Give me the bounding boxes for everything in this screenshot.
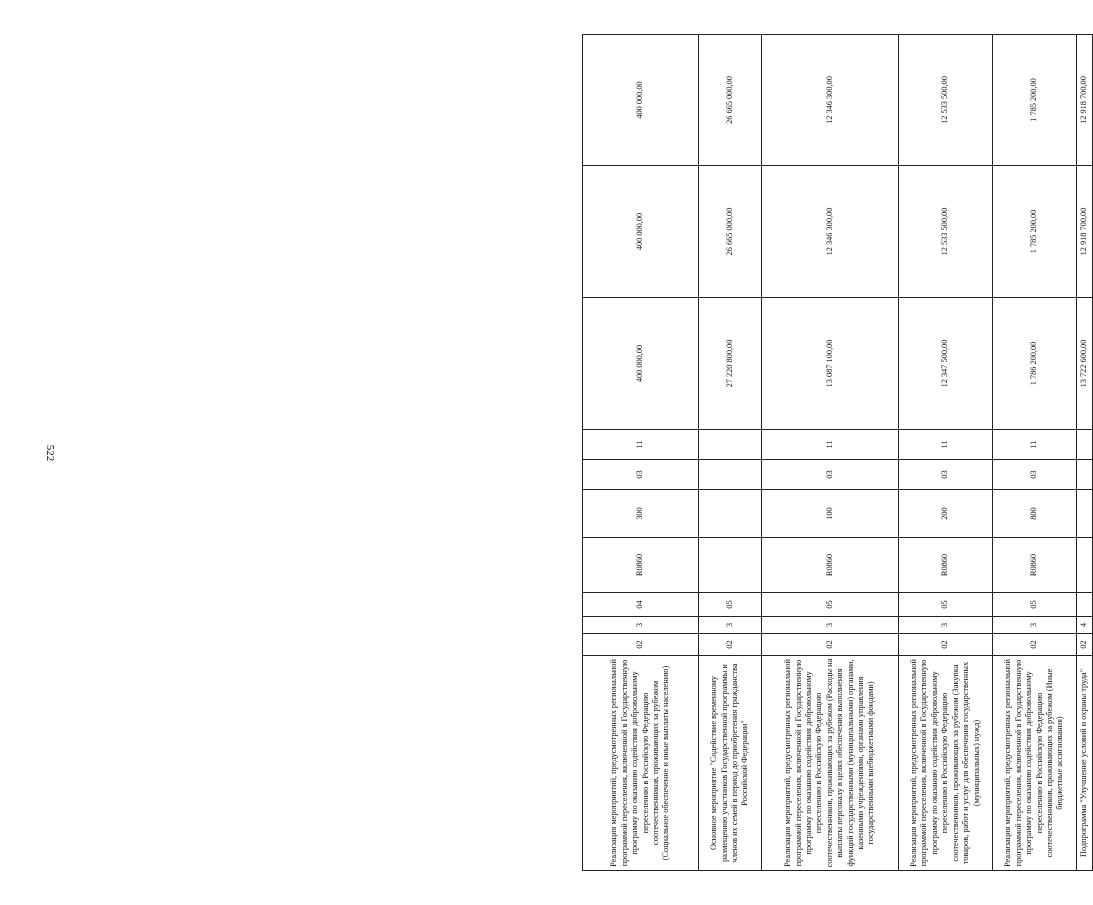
code-subsection: 11 xyxy=(583,430,699,460)
amount-2: 12 346 300,00 xyxy=(762,166,899,298)
code-direction: R0860 xyxy=(762,538,899,593)
code-direction: R0860 xyxy=(583,538,699,593)
code-expense-type xyxy=(1077,490,1093,538)
row-name: Реализация мероприятий, предусмотренных региональной программой переселения, включенной в Государственную программу по оказанию содействия добровольному переселению в Российскую Федерацию соотечественников, проживающих за рубежом (Закупка товаров, работ и услуг для обеспечения государственных (муниципальных) нужд) xyxy=(899,656,993,871)
code-subsection: 11 xyxy=(762,430,899,460)
code-direction: R0860 xyxy=(899,538,993,593)
code-section: 03 xyxy=(583,460,699,490)
amount-1: 13 087 100,00 xyxy=(762,298,899,430)
amount-1: 13 722 600,00 xyxy=(1077,298,1093,430)
amount-1: 27 220 800,00 xyxy=(699,298,762,430)
code-expense-type xyxy=(699,490,762,538)
amount-3: 12 533 500,00 xyxy=(899,35,993,166)
page-number: 522 xyxy=(44,444,56,462)
code-event: 05 xyxy=(762,593,899,617)
table-row xyxy=(583,35,699,871)
code-expense-type: 800 xyxy=(993,490,1077,538)
code-direction xyxy=(699,538,762,593)
amount-3: 400 000,00 xyxy=(583,35,699,166)
table-row xyxy=(899,35,993,871)
code-direction: R0860 xyxy=(993,538,1077,593)
code-program: 02 xyxy=(1077,634,1093,656)
code-section xyxy=(1077,460,1093,490)
amount-2: 12 533 500,00 xyxy=(899,166,993,298)
code-subprogram: 3 xyxy=(699,617,762,634)
amount-2: 400 000,00 xyxy=(583,166,699,298)
row-name: Подпрограмма "Улучшение условий и охраны труда" xyxy=(1077,656,1093,871)
code-event: 05 xyxy=(899,593,993,617)
table-row xyxy=(993,35,1077,871)
code-event xyxy=(1077,593,1093,617)
code-subsection: 11 xyxy=(993,430,1077,460)
budget-table xyxy=(582,34,1093,871)
code-subsection xyxy=(699,430,762,460)
row-name: Реализация мероприятий, предусмотренных региональной программой переселения, включенной в Государственную программу по оказанию содействия добровольному переселению в Российскую Федерацию соотечественников, проживающих за рубежом (Иные бюджетные ассигнования) xyxy=(993,656,1077,871)
amount-3: 12 346 300,00 xyxy=(762,35,899,166)
amount-3: 1 785 200,00 xyxy=(993,35,1077,166)
code-program: 02 xyxy=(993,634,1077,656)
code-event: 05 xyxy=(993,593,1077,617)
code-subsection xyxy=(1077,430,1093,460)
table-row xyxy=(1077,35,1093,871)
amount-3: 12 918 700,00 xyxy=(1077,35,1093,166)
code-subsection: 11 xyxy=(899,430,993,460)
amount-2: 1 785 200,00 xyxy=(993,166,1077,298)
code-expense-type: 300 xyxy=(583,490,699,538)
amount-2: 12 918 700,00 xyxy=(1077,166,1093,298)
row-name: Реализация мероприятий, предусмотренных региональной программой переселения, включенной в Государственную программу по оказанию содействия добровольному переселению в Российскую Федерацию соотечественников, проживающих за рубежом (Расходы на выплаты персоналу в целях обеспечения выполнения функций государственными (муниципальными) органами, казенными учреждениями, органами управления государственными внебюджетными фондами) xyxy=(762,656,899,871)
code-program: 02 xyxy=(699,634,762,656)
code-expense-type: 100 xyxy=(762,490,899,538)
table-row xyxy=(699,35,762,871)
rotated-content xyxy=(582,35,1092,871)
code-program: 02 xyxy=(899,634,993,656)
row-name: Основное мероприятие "Содействие временному размещению участников Государственной программы и членов их семей в период до приобретения гражданства Российской Федерации" xyxy=(699,656,762,871)
code-subprogram: 3 xyxy=(762,617,899,634)
amount-2: 26 665 000,00 xyxy=(699,166,762,298)
amount-1: 12 347 500,00 xyxy=(899,298,993,430)
code-program: 02 xyxy=(583,634,699,656)
code-direction xyxy=(1077,538,1093,593)
code-program: 02 xyxy=(762,634,899,656)
row-name: Реализация мероприятий, предусмотренных региональной программой переселения, включенной в Государственную программу по оказанию содействия добровольному переселению в Российскую Федерацию соотечественников, проживающих за рубежом (Социальное обеспечение и иные выплаты населению) xyxy=(583,656,699,871)
code-subprogram: 3 xyxy=(993,617,1077,634)
amount-3: 26 665 000,00 xyxy=(699,35,762,166)
code-section: 03 xyxy=(762,460,899,490)
code-section: 03 xyxy=(993,460,1077,490)
code-expense-type: 200 xyxy=(899,490,993,538)
code-event: 05 xyxy=(699,593,762,617)
rotated-page xyxy=(72,35,1089,871)
code-section: 03 xyxy=(899,460,993,490)
code-section xyxy=(699,460,762,490)
table-row xyxy=(762,35,899,871)
code-subprogram: 4 xyxy=(1077,617,1093,634)
amount-1: 400 000,00 xyxy=(583,298,699,430)
code-subprogram: 3 xyxy=(899,617,993,634)
amount-1: 1 786 200,00 xyxy=(993,298,1077,430)
code-subprogram: 3 xyxy=(583,617,699,634)
code-event: 04 xyxy=(583,593,699,617)
